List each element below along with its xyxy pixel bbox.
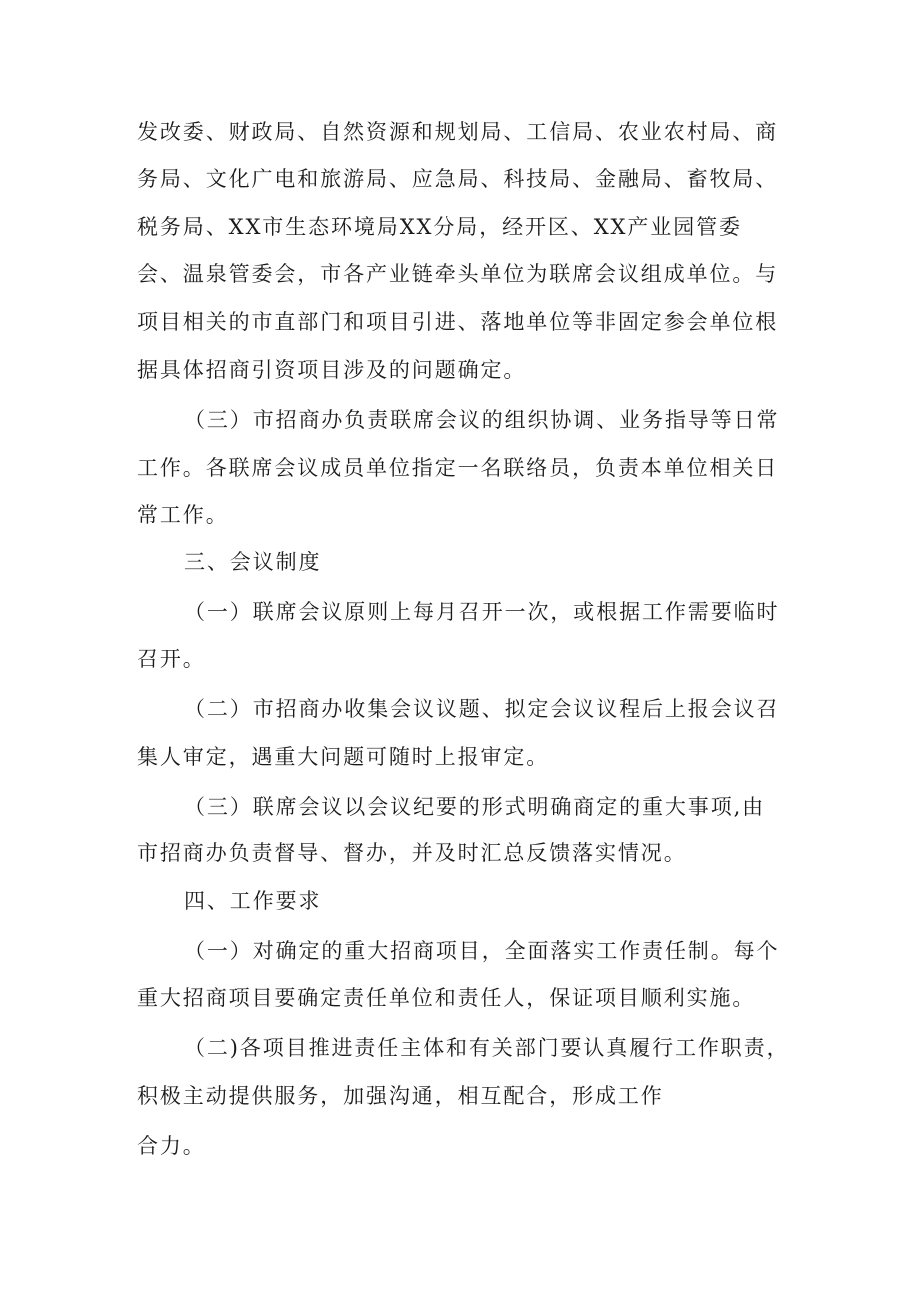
text-line: 税务局、XX市生态环境局XX分局，经开区、XX产业园管委 [137,215,742,239]
text-line: 发改委、财政局、自然资源和规划局、工信局、农业农村局、商 [137,120,779,144]
section-heading: 三、会议制度 [184,550,322,574]
text-line: 会、温泉管委会，市各产业链牵头单位为联席会议组成单位。与 [137,262,779,286]
paragraph-first-line: （一）对确定的重大招商项目，全面落实工作责任制。每个 [184,939,780,963]
text-line: 合力。 [137,1134,206,1158]
text-line: 项目相关的市直部门和项目引进、落地单位等非固定参会单位根 [137,310,779,334]
text-line: 务局、文化广电和旅游局、应急局、科技局、金融局、畜牧局、 [137,167,779,191]
text-line: 据具体招商引资项目涉及的问题确定。 [137,358,527,382]
text-line: 工作。各联席会议成员单位指定一名联络员，负责本单位相关日 [137,456,779,480]
paragraph-first-line: （一）联席会议原则上每月召开一次，或根据工作需要临时 [184,600,780,624]
text-line: 市招商办负责督导、督办，并及时汇总反馈落实情况。 [137,841,687,865]
paragraph-first-line: （二）市招商办收集会议议题、拟定会议议程后上报会议召 [184,697,780,721]
paragraph-first-line: （二)各项目推进责任主体和有关部门要认真履行工作职责， [184,1036,790,1060]
text-line: 重大招商项目要确定责任单位和责任人，保证项目顺利实施。 [137,986,756,1010]
paragraph-first-line: （三）联席会议以会议纪要的形式明确商定的重大事项,由 [184,795,766,819]
text-line: 积极主动提供服务，加强沟通，相互配合，形成工作 [137,1084,664,1108]
text-line: 常工作。 [137,503,229,527]
section-heading: 四、工作要求 [184,889,322,913]
text-line: 集人审定，遇重大问题可随时上报审定。 [137,745,550,769]
text-line: 召开。 [137,647,206,671]
paragraph-first-line: （三）市招商办负责联席会议的组织协调、业务指导等日常 [184,408,780,432]
